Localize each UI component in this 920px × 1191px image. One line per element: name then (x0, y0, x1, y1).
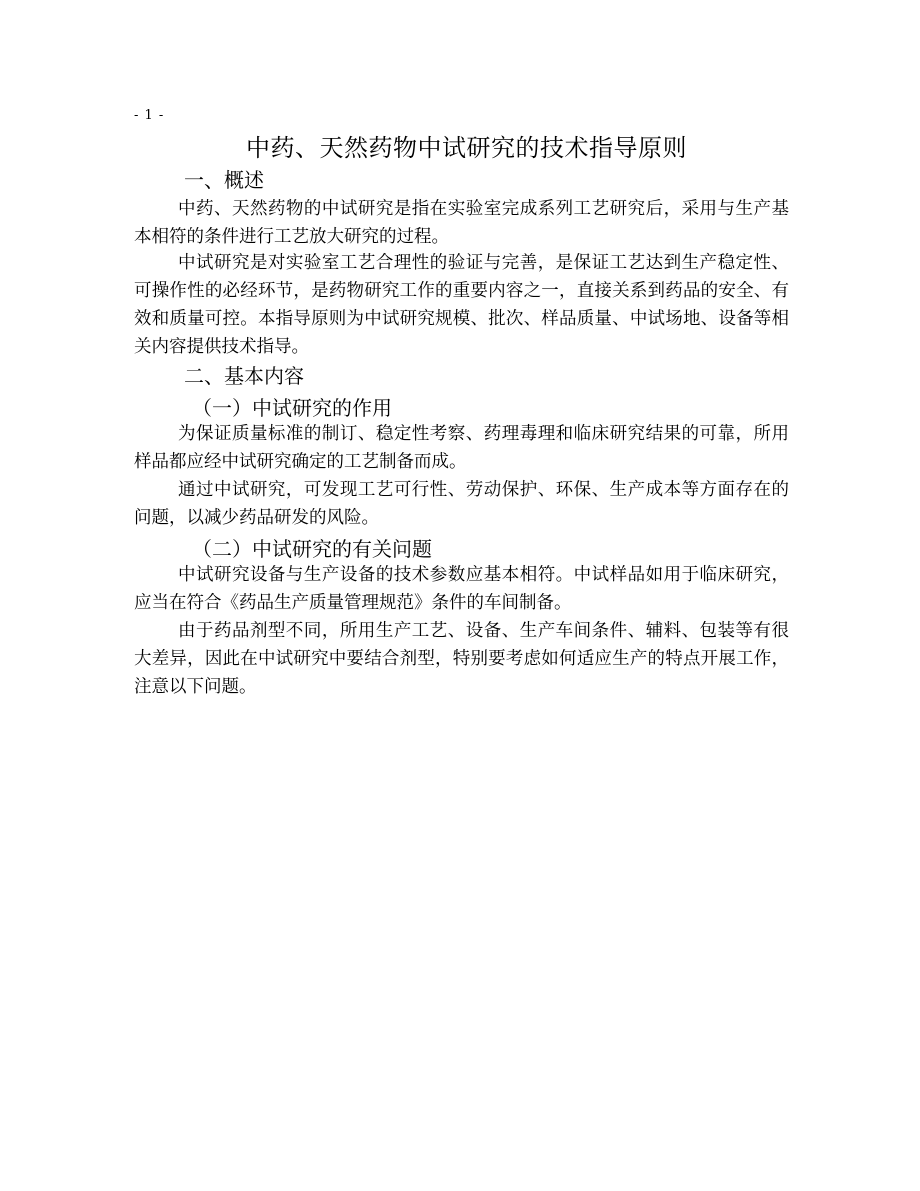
overview-paragraph-2: 中试研究是对实验室工艺合理性的验证与完善，是保证工艺达到生产稳定性、可操作性的必经环节，是药物研究工作的重要内容之一，直接关系到药品的安全、有效和质量可控。本指导原则为中试研究规模、批次、样品质量、中试场地、设备等相关内容提供技术指导。 (134, 253, 789, 357)
subsection-heading-issues: （二）中试研究的有关问题 (192, 537, 432, 561)
role-paragraph-2: 通过中试研究，可发现工艺可行性、劳动保护、环保、生产成本等方面存在的问题，以减少药品研发的风险。 (134, 480, 789, 528)
document-title: 中药、天然药物中试研究的技术指导原则 (246, 134, 687, 162)
subsection-heading-role: （一）中试研究的作用 (192, 396, 392, 420)
section-heading-overview: 一、概述 (184, 168, 264, 192)
overview-paragraph-1: 中药、天然药物的中试研究是指在实验室完成系列工艺研究后，采用与生产基本相符的条件进行工艺放大研究的过程。 (134, 199, 789, 247)
page-number: - 1 - (134, 108, 165, 123)
role-paragraph-1: 为保证质量标准的制订、稳定性考察、药理毒理和临床研究结果的可靠，所用样品都应经中试研究确定的工艺制备而成。 (134, 424, 789, 472)
issues-paragraph-2: 由于药品剂型不同，所用生产工艺、设备、生产车间条件、辅料、包装等有很大差异，因此在中试研究中要结合剂型，特别要考虑如何适应生产的特点开展工作，注意以下问题。 (134, 621, 789, 697)
section-heading-basic-content: 二、基本内容 (184, 364, 304, 388)
issues-paragraph-1: 中试研究设备与生产设备的技术参数应基本相符。中试样品如用于临床研究，应当在符合《药品生产质量管理规范》条件的车间制备。 (134, 565, 789, 613)
